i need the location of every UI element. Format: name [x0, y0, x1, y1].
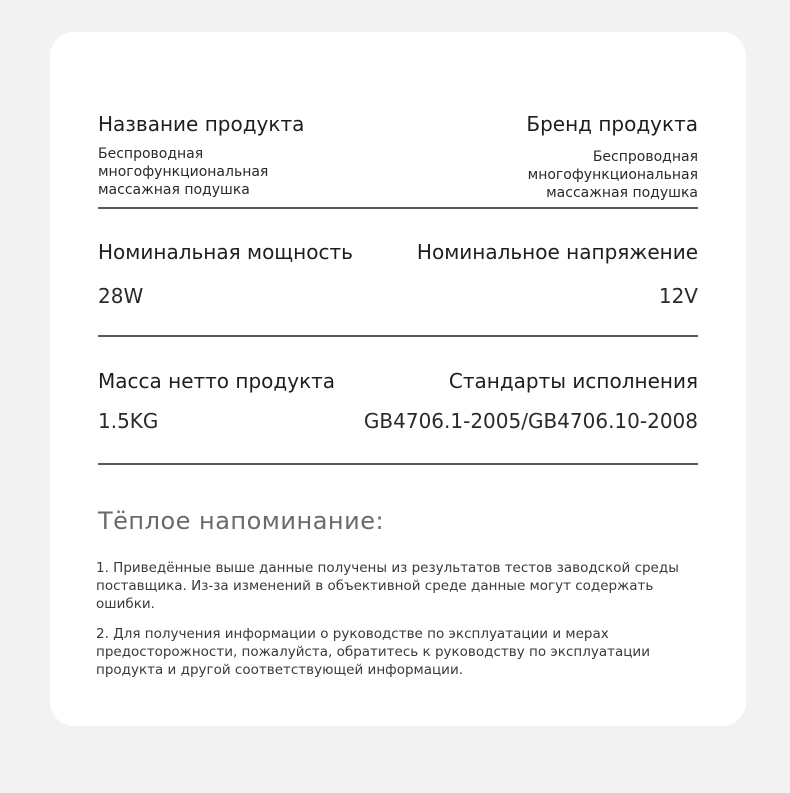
spec-row-name-brand: [98, 110, 698, 210]
rated-power-value: 28W: [98, 284, 144, 308]
spec-card: [50, 32, 746, 726]
product-name-value-line-3: массажная подушка: [98, 182, 250, 198]
spec-row-weight-standards: [98, 367, 698, 467]
product-name-label: Название продукта: [98, 112, 305, 136]
divider: [98, 207, 698, 209]
standards-value: GB4706.1-2005/GB4706.10-2008: [363, 409, 698, 433]
brand-label: Бренд продукта: [526, 112, 698, 136]
brand-value-line-1: Беспроводная: [592, 149, 698, 165]
net-weight-value: 1.5KG: [98, 409, 159, 433]
rated-voltage-value: 12V: [658, 284, 698, 308]
notes-title: Тёплое напоминание:: [98, 507, 385, 535]
note-item-1: 1. Приведённые выше данные получены из результатов тестов заводской среды поставщика. Из-за изменений в объективной среде данные могут содержать ошибки.: [96, 560, 679, 612]
rated-power-label: Номинальная мощность: [98, 240, 353, 264]
brand-value-line-3: массажная подушка: [546, 185, 698, 201]
spec-row-power-voltage: [98, 238, 698, 338]
brand-value-line-2: многофункциональная: [527, 167, 698, 183]
divider: [98, 463, 698, 465]
note-item-2: 2. Для получения информации о руководстве по эксплуатации и мерах предосторожности, пожалуйста, обратитесь к руководству по эксплуатации продукта и другой соответствующей информации.: [96, 626, 650, 678]
rated-voltage-label: Номинальное напряжение: [416, 240, 698, 264]
product-name-value-line-2: многофункциональная: [98, 164, 269, 180]
net-weight-label: Масса нетто продукта: [98, 369, 336, 393]
standards-label: Стандарты исполнения: [448, 369, 698, 393]
product-name-value-line-1: Беспроводная: [98, 146, 204, 162]
divider: [98, 335, 698, 337]
